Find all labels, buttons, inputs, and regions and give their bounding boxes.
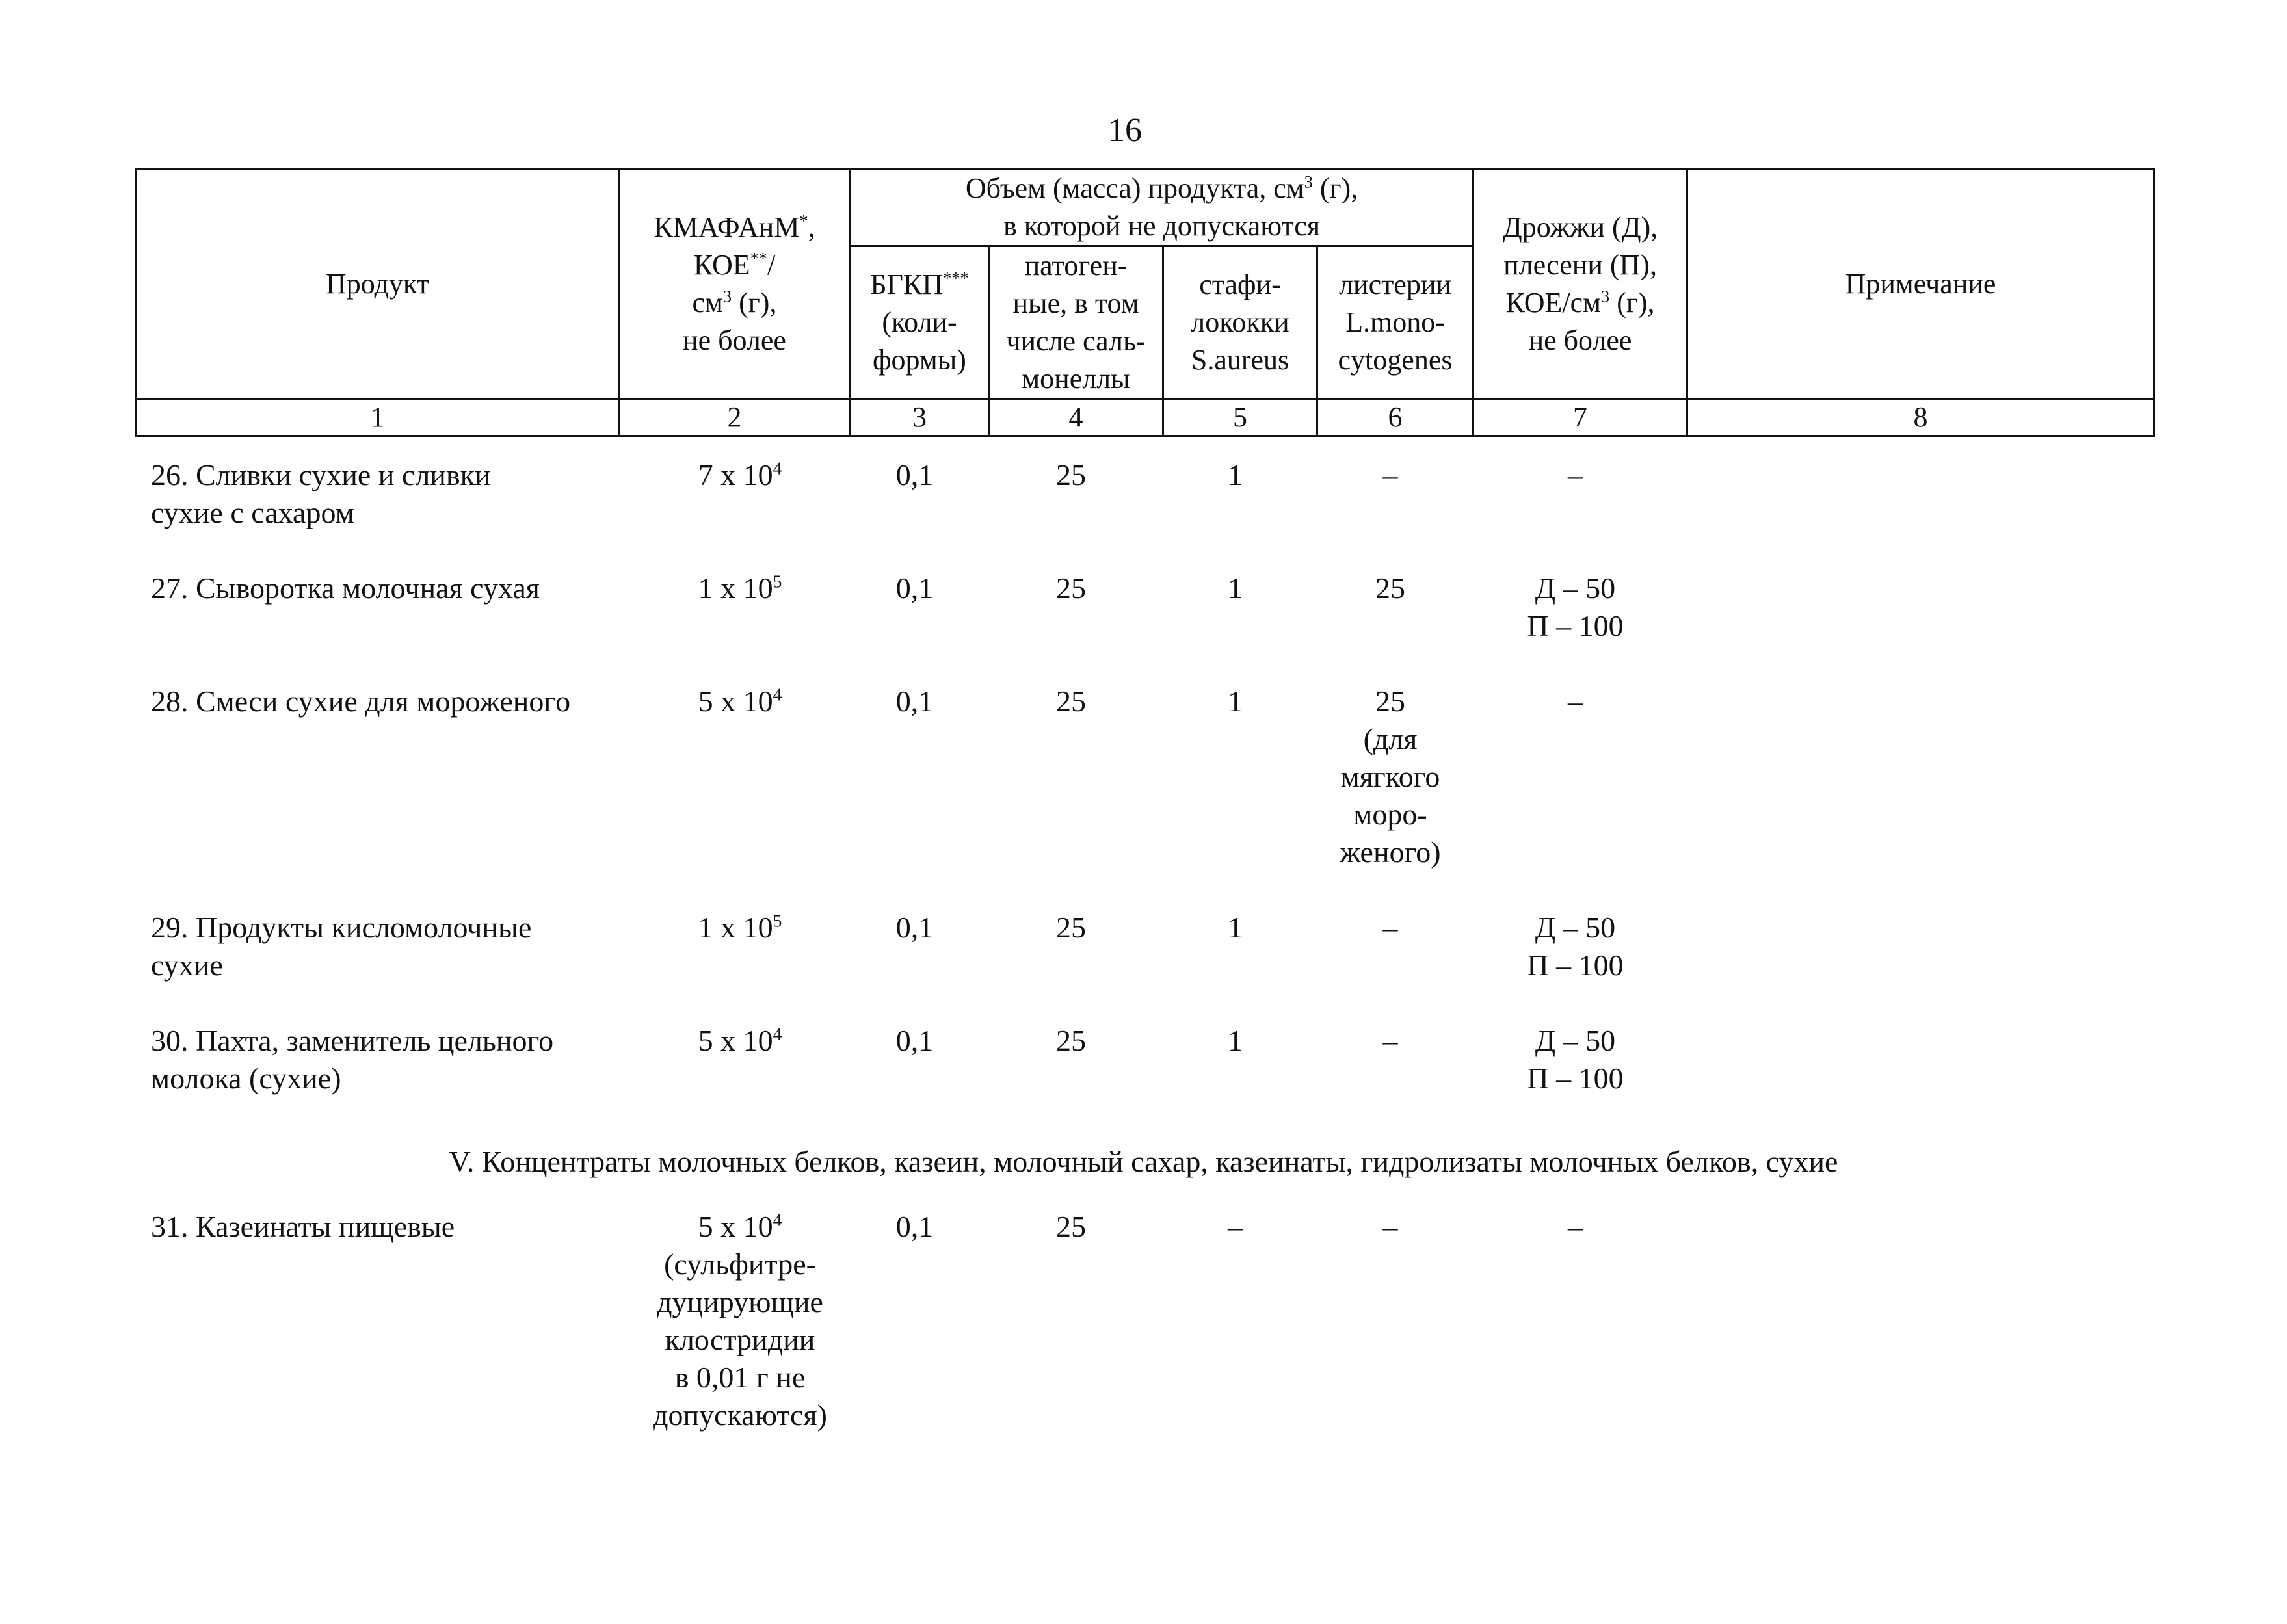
header-yeast-mold: Дрожжи (Д), плесени (П), КОЕ/$см^3$ (г), не более: [1474, 169, 1687, 399]
row-product: 30. Пахта, заменитель цельного молока (сухие): [151, 1024, 554, 1095]
row-product: 26. Сливки сухие и сливки сухие с сахаром: [151, 458, 491, 529]
row-kmafanm: 1 х $10^5$: [698, 571, 782, 605]
row-yeast-mold: Д – 50 П – 100: [1527, 1024, 1624, 1095]
row-bgkp: 0,1: [895, 685, 934, 718]
col-number: 1: [137, 399, 619, 436]
page-number: 16: [1108, 112, 1142, 149]
col-number: 5: [1163, 399, 1317, 436]
row-listeria: 25: [1375, 571, 1405, 605]
row-yeast-mold: –: [1568, 685, 1583, 718]
row-product: 28. Смеси сухие для мороженого: [151, 685, 571, 718]
row-pathogenic: 25: [1056, 685, 1086, 718]
table-header: [135, 168, 2155, 437]
row-staphylococci: 1: [1228, 458, 1243, 491]
row-staphylococci: –: [1228, 1210, 1243, 1243]
row-kmafanm: 1 х $10^5$: [698, 910, 782, 944]
row-listeria: –: [1382, 911, 1398, 944]
row-listeria: 25 (для мягкого моро- женого): [1340, 685, 1441, 869]
header-listeria: листерии L.mono- cytogenes: [1317, 246, 1474, 399]
col-number: 8: [1687, 399, 2154, 436]
row-listeria: –: [1382, 458, 1398, 491]
row-bgkp: 0,1: [895, 571, 934, 605]
col-number: 7: [1474, 399, 1687, 436]
header-note: Примечание: [1687, 169, 2154, 399]
row-staphylococci: 1: [1228, 571, 1243, 605]
row-pathogenic: 25: [1056, 1210, 1086, 1243]
row-kmafanm: 5 х $10^4$: [698, 684, 782, 718]
row-pathogenic: 25: [1056, 911, 1086, 944]
col-number: 3: [851, 399, 989, 436]
row-product: 27. Сыворотка молочная сухая: [151, 571, 540, 605]
header-staphylococci: стафи- лококки S.aureus: [1163, 246, 1317, 399]
row-yeast-mold: Д – 50 П – 100: [1527, 571, 1624, 642]
row-yeast-mold: –: [1568, 1210, 1583, 1243]
row-staphylococci: 1: [1228, 1024, 1243, 1057]
row-kmafanm: 5 х $10^4$: [698, 1023, 782, 1057]
row-product: 31. Казеинаты пищевые: [151, 1210, 455, 1243]
col-number: 2: [619, 399, 851, 436]
row-yeast-mold: Д – 50 П – 100: [1527, 911, 1624, 982]
row-pathogenic: 25: [1056, 571, 1086, 605]
col-number: 6: [1317, 399, 1474, 436]
header-volume: Объем (масса) продукта, $см^3$ (г), в которой не допускаются: [851, 169, 1474, 246]
row-bgkp: 0,1: [895, 1024, 934, 1057]
row-bgkp: 0,1: [895, 1210, 934, 1243]
row-listeria: –: [1382, 1024, 1398, 1057]
row-yeast-mold: –: [1568, 458, 1583, 491]
header-pathogenic: патоген- ные, в том числе саль- монеллы: [989, 246, 1163, 399]
section-title: V. Концентраты молочных белков, казеин, молочный сахар, казеинаты, гидролизаты молочных белков, сухие: [449, 1145, 1838, 1178]
col-number: 4: [989, 399, 1163, 436]
row-staphylococci: 1: [1228, 911, 1243, 944]
header-product: Продукт: [137, 169, 619, 399]
row-staphylococci: 1: [1228, 685, 1243, 718]
header-kmafanm: КМАФАнМ*, КОЕ**/ $см^3$ (г), не более: [619, 169, 851, 399]
row-pathogenic: 25: [1056, 1024, 1086, 1057]
row-bgkp: 0,1: [895, 458, 934, 491]
row-kmafanm: 5 х $10^4$ (сульфитре- дуцирующие клостридии в 0,01 г не допускаются): [653, 1209, 827, 1432]
header-bgkp: БГКП*** (коли- формы): [851, 246, 989, 399]
row-product: 29. Продукты кисломолочные сухие: [151, 911, 532, 982]
row-bgkp: 0,1: [895, 911, 934, 944]
row-listeria: –: [1382, 1210, 1398, 1243]
row-pathogenic: 25: [1056, 458, 1086, 491]
row-kmafanm: 7 х $10^4$: [698, 458, 782, 491]
